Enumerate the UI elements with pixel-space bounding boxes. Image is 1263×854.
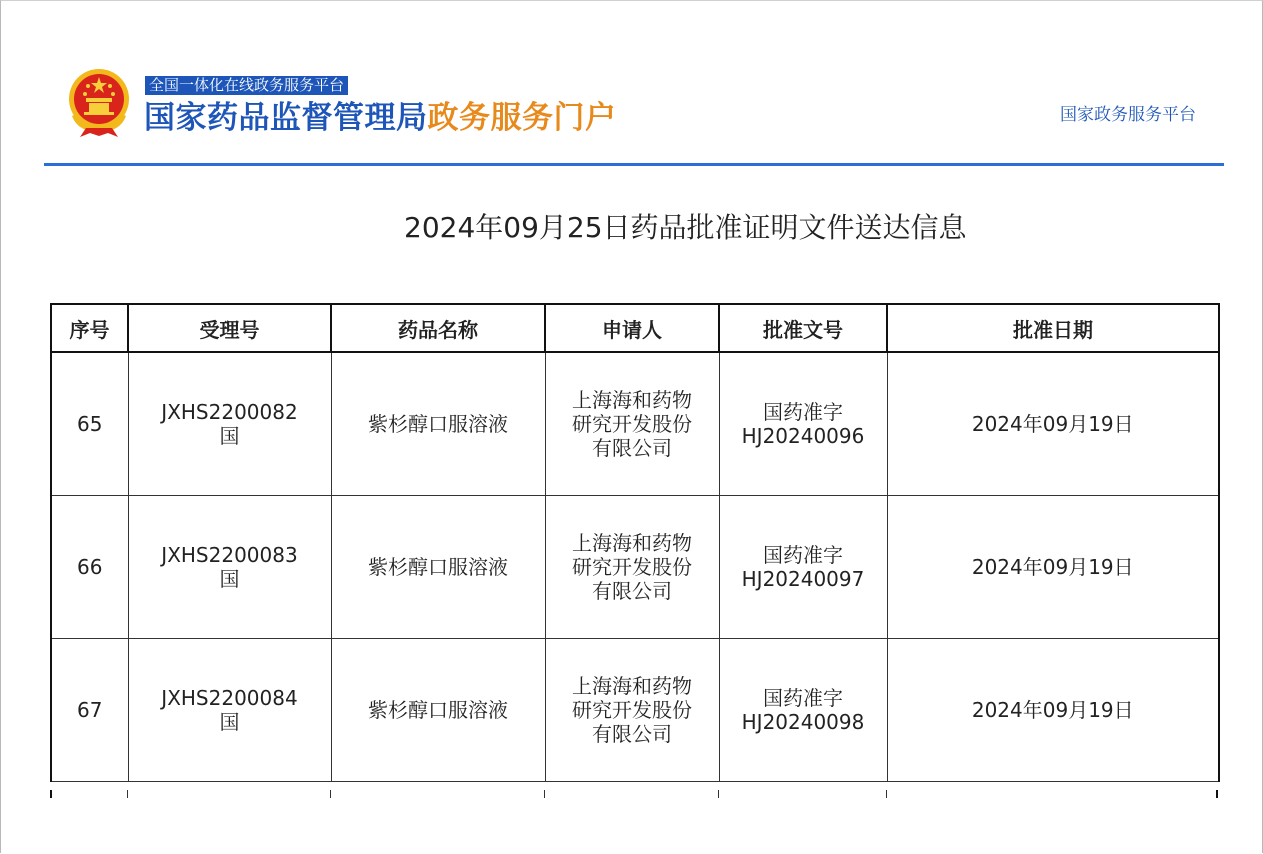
cell-applicant bbox=[545, 496, 719, 639]
cell-approval-no bbox=[719, 496, 887, 639]
table-header-row bbox=[51, 304, 1219, 352]
accept-no-line: JXHS2200083 bbox=[161, 543, 298, 567]
applicant-line: 上海海和药物 bbox=[572, 388, 692, 412]
document-title-container bbox=[0, 206, 1263, 250]
header-approval-no: 批准文号 bbox=[719, 304, 887, 352]
cell-applicant bbox=[545, 352, 719, 496]
stub-line bbox=[127, 790, 128, 798]
cell-accept-no bbox=[128, 639, 331, 782]
applicant-line: 研究开发股份 bbox=[572, 698, 692, 722]
cell-seq: 65 bbox=[51, 352, 128, 496]
approval-no-line: HJ20240097 bbox=[741, 567, 865, 591]
stub-line bbox=[886, 790, 887, 798]
approval-table bbox=[50, 303, 1220, 782]
cell-approval-date: 2024年09月19日 bbox=[887, 352, 1219, 496]
approval-no-line: 国药准字 bbox=[763, 400, 843, 424]
header-divider bbox=[44, 163, 1224, 166]
applicant-line: 有限公司 bbox=[592, 579, 672, 603]
table-row bbox=[51, 496, 1219, 639]
portal-title-service: 政务服务门户 bbox=[427, 100, 617, 136]
approval-no-line: 国药准字 bbox=[763, 686, 843, 710]
table-row bbox=[51, 639, 1219, 782]
cell-drug-name: 紫杉醇口服溶液 bbox=[331, 496, 545, 639]
cell-drug-name: 紫杉醇口服溶液 bbox=[331, 639, 545, 782]
applicant-line: 上海海和药物 bbox=[572, 531, 692, 555]
stub-line bbox=[50, 790, 52, 798]
header-approval-date: 批准日期 bbox=[887, 304, 1219, 352]
stub-line bbox=[718, 790, 719, 798]
header-seq: 序号 bbox=[51, 304, 128, 352]
approval-no-line: HJ20240096 bbox=[741, 424, 865, 448]
cell-accept-no bbox=[128, 496, 331, 639]
portal-tag: 全国一体化在线政务服务平台 bbox=[145, 76, 348, 95]
applicant-line: 有限公司 bbox=[592, 436, 672, 460]
stub-line bbox=[330, 790, 331, 798]
accept-no-line: 国 bbox=[219, 567, 240, 591]
cell-approval-no bbox=[719, 352, 887, 496]
accept-no-line: 国 bbox=[219, 424, 240, 448]
cell-seq: 67 bbox=[51, 639, 128, 782]
cell-accept-no bbox=[128, 352, 331, 496]
approval-no-line: HJ20240098 bbox=[741, 710, 865, 734]
accept-no-line: JXHS2200082 bbox=[161, 400, 298, 424]
gov-service-platform-link[interactable]: 国家政务服务平台 bbox=[1060, 105, 1196, 125]
header-accept-no: 受理号 bbox=[128, 304, 331, 352]
table-continuation-stub bbox=[50, 790, 1218, 798]
site-header bbox=[44, 60, 1224, 160]
header-drug-name: 药品名称 bbox=[331, 304, 545, 352]
cell-drug-name: 紫杉醇口服溶液 bbox=[331, 352, 545, 496]
stub-line bbox=[1216, 790, 1218, 798]
cell-applicant bbox=[545, 639, 719, 782]
applicant-line: 有限公司 bbox=[592, 722, 672, 746]
accept-no-line: JXHS2200084 bbox=[161, 686, 298, 710]
applicant-line: 研究开发股份 bbox=[572, 555, 692, 579]
national-emblem-icon bbox=[66, 66, 132, 138]
cell-approval-no bbox=[719, 639, 887, 782]
document-title: 2024年09月25日药品批准证明文件送达信息 bbox=[404, 211, 967, 244]
cell-approval-date: 2024年09月19日 bbox=[887, 496, 1219, 639]
header-applicant: 申请人 bbox=[545, 304, 719, 352]
cell-approval-date: 2024年09月19日 bbox=[887, 639, 1219, 782]
stub-line bbox=[544, 790, 545, 798]
portal-title-agency: 国家药品监督管理局 bbox=[144, 100, 428, 136]
portal-title[interactable] bbox=[144, 98, 617, 138]
cell-seq: 66 bbox=[51, 496, 128, 639]
table-row bbox=[51, 352, 1219, 496]
applicant-line: 上海海和药物 bbox=[572, 674, 692, 698]
accept-no-line: 国 bbox=[219, 710, 240, 734]
approval-no-line: 国药准字 bbox=[763, 543, 843, 567]
applicant-line: 研究开发股份 bbox=[572, 412, 692, 436]
